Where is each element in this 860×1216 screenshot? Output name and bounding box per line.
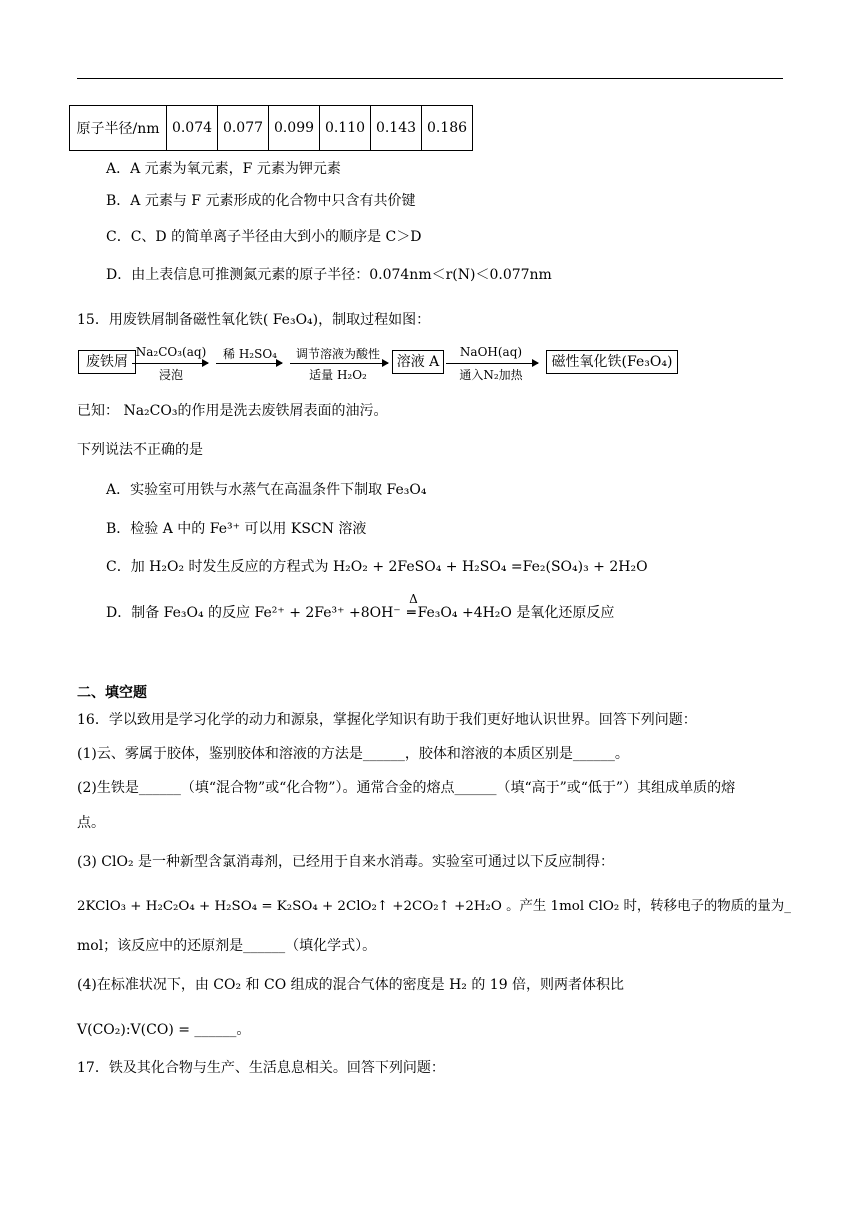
table-cell: 0.074 [167, 106, 218, 151]
q16-part2-line2: 点。 [77, 815, 105, 831]
heat-symbol: Δ [409, 592, 418, 606]
section-title-fill-in: 二、填空题 [77, 685, 147, 701]
q17-stem: 17．铁及其化合物与生产、生活息息相关。回答下列问题： [77, 1060, 445, 1076]
flow-box-magnetite: 磁性氧化铁(Fe₃O₄) [546, 350, 678, 374]
q16-part2-line1: (2)生铁是______（填“混合物”或“化合物”）。通常合金的熔点______（填“高于”或“低于”）其组成单质的熔 [77, 780, 736, 796]
q16-part1: (1)云、雾属于胶体，鉴别胶体和溶液的方法是______，胶体和溶液的本质区别是______。 [77, 746, 629, 762]
q14-option-d: D．由上表信息可推测氮元素的原子半径：0.074nm＜r(N)＜0.077nm [106, 267, 552, 283]
q15-known: 已知： Na₂CO₃的作用是洗去废铁屑表面的油污。 [77, 403, 388, 419]
q15-option-a: A．实验室可用铁与水蒸气在高温条件下制取 Fe₃O₄ [106, 482, 427, 498]
table-header-cell: 原子半径/nm [70, 106, 167, 151]
q15-option-d-right: Fe₃O₄ +4H₂O 是氧化还原反应 [417, 605, 615, 621]
q15-stem: 15．用废铁屑制备磁性氧化铁( Fe₃O₄)，制取过程如图： [77, 312, 431, 328]
table-row [70, 106, 473, 151]
flow-arrow3-top: 调节溶液为酸性 [295, 347, 380, 361]
header-rule [77, 78, 783, 79]
flow-arrow2-top: 稀 H₂SO₄ [223, 347, 277, 361]
flow-box-scrap-iron: 废铁屑 [78, 350, 136, 374]
q16-stem: 16．学以致用是学习化学的动力和源泉，掌握化学知识有助于我们更好地认识世界。回答下列问题： [77, 712, 697, 728]
table-cell: 0.110 [320, 106, 371, 151]
flow-arrow3-bottom: 适量 H₂O₂ [309, 368, 367, 382]
q15-option-d-left: D．制备 Fe₃O₄ 的反应 Fe²⁺ + 2Fe³⁺ +8OH⁻ [106, 605, 406, 621]
table-cell: 0.099 [269, 106, 320, 151]
q16-part3-line3: mol；该反应中的还原剂是______（填化学式）。 [77, 938, 377, 954]
q15-option-b: B．检验 A 中的 Fe³⁺ 可以用 KSCN 溶液 [106, 521, 367, 537]
q14-option-c: C．C、D 的简单离子半径由大到小的顺序是 C＞D [106, 229, 422, 245]
q16-part3-line1: (3) ClO₂ 是一种新型含氯消毒剂，已经用于自来水消毒。实验室可通过以下反应制得： [77, 854, 615, 870]
flow-arrow4-bottom: 通入N₂加热 [459, 368, 523, 382]
flow-arrow-3 [290, 363, 388, 364]
flow-arrow-1 [132, 363, 208, 364]
q14-option-a: A．A 元素为氧元素，F 元素为钾元素 [106, 161, 341, 177]
reaction-arrow: Δ ═ [407, 592, 418, 621]
q16-part4-line1: (4)在标准状况下，由 CO₂ 和 CO 组成的混合气体的密度是 H₂ 的 19 倍，则两者体积比 [77, 977, 625, 993]
flow-arrow1-top: Na₂CO₃(aq) [135, 345, 207, 359]
table-cell: 0.077 [218, 106, 269, 151]
flow-arrow4-top: NaOH(aq) [459, 345, 523, 359]
flow-arrow-4 [446, 363, 538, 364]
q16-part3-equation: 2KClO₃ + H₂C₂O₄ + H₂SO₄ = K₂SO₄ + 2ClO₂↑ +2CO₂↑ +2H₂O 。产生 1mol ClO₂ 时，转移电子的物质的量为_ [77, 899, 791, 914]
table-cell: 0.143 [371, 106, 422, 151]
flow-arrow-2 [216, 363, 282, 364]
q16-part4-line2: V(CO₂):V(CO) = ______。 [77, 1022, 251, 1038]
table-cell: 0.186 [422, 106, 473, 151]
q15-option-c: C．加 H₂O₂ 时发生反应的方程式为 H₂O₂ + 2FeSO₄ + H₂SO₄ =Fe₂(SO₄)₃ + 2H₂O [106, 559, 648, 575]
flow-box-solution-a: 溶液 A [392, 350, 444, 374]
q14-option-b: B．A 元素与 F 元素形成的化合物中只含有共价键 [106, 193, 416, 209]
flow-arrow1-bottom: 浸泡 [158, 368, 183, 382]
atomic-radius-table [69, 105, 473, 151]
q15-option-d [106, 592, 615, 622]
q15-ask: 下列说法不正确的是 [77, 442, 203, 458]
